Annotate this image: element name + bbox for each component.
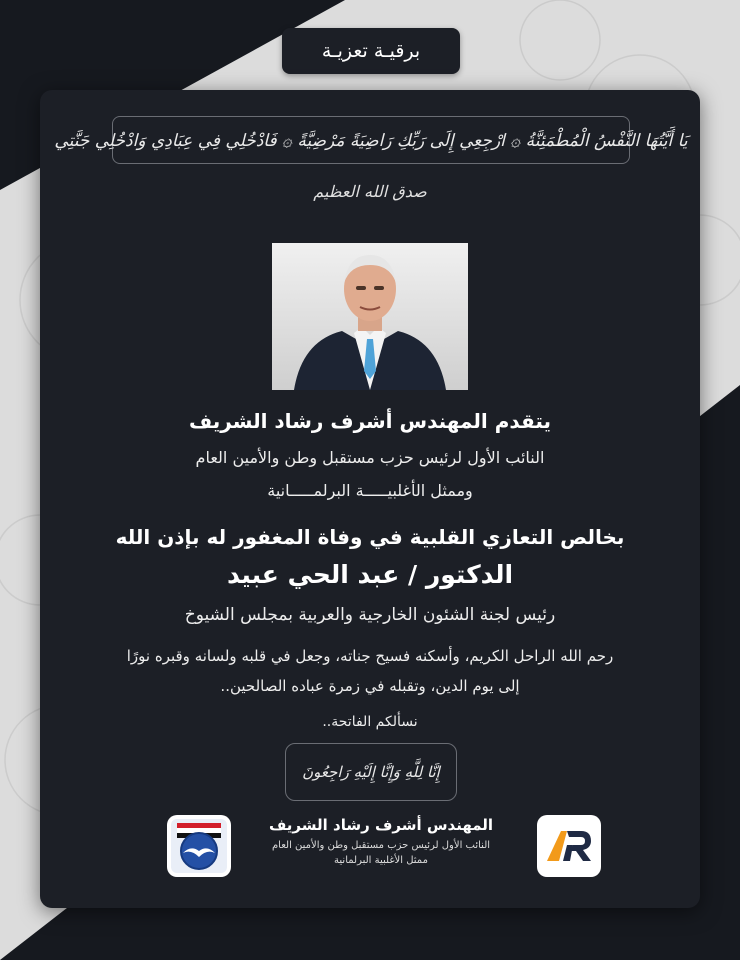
condolence-card: [40, 90, 700, 908]
inna-lillah-text: إِنَّا لِلَّهِ وَإِنَّا إِلَيْهِ رَاجِعُونَ: [302, 763, 440, 781]
sender-title-line-2: وممثل الأغلبيـــــة البرلمـــــانية: [267, 481, 473, 500]
party-logo: [167, 815, 231, 877]
deceased-name: الدكتور / عبد الحي عبيد: [226, 560, 514, 589]
sender-title-line: النائب الأول لرئيس حزب مستقبل وطن والأمين العام: [195, 448, 545, 467]
footer-subtitle: ممثل الأغلبية البرلمانية: [334, 855, 428, 866]
deceased-title: رئيس لجنة الشئون الخارجية والعربية بمجلس الشيوخ: [184, 605, 556, 625]
inna-lillah-box: [285, 743, 457, 801]
prayer-line-1: رحم الله الراحل الكريم، وأسكنه فسيح جناته، وجعل في قلبه ولسانه وقبره نورًا: [126, 647, 614, 665]
quran-verse-text: يَا أَيَّتُهَا النَّفْسُ الْمُطْمَئِنَّةُ ۞ ارْجِعِي إِلَى رَبِّكِ رَاضِيَةً مَرْضِيَّةً ۞ فَادْخُلِي فِي عِبَادِي وَادْخُلِي جَنَّتِي: [54, 130, 688, 151]
condolence-badge: [282, 28, 460, 74]
fatiha-request: نسألكم الفاتحة..: [322, 714, 418, 730]
prayer-line-2: إلى يوم الدين، وتقبله في زمرة عباده الصالحين..: [220, 677, 520, 695]
footer-title: النائب الأول لرئيس حزب مستقبل وطن والأمين العام: [271, 840, 491, 851]
ar-logo: [537, 815, 601, 877]
footer-signature: [240, 816, 522, 866]
condolence-line: بخالص التعازي القلبية في وفاة المغفور له بإذن الله: [115, 525, 625, 549]
portrait-photo: [272, 243, 468, 390]
badge-label: برقيـة تعزيـة: [321, 40, 421, 62]
sender-line: يتقدم المهندس أشرف رشاد الشريف: [188, 409, 552, 433]
quran-verse-box: [54, 116, 688, 164]
sadaq-allah-calligraphy: صدق الله العظيم: [313, 182, 427, 201]
footer-name: المهندس أشرف رشاد الشريف: [268, 816, 494, 834]
